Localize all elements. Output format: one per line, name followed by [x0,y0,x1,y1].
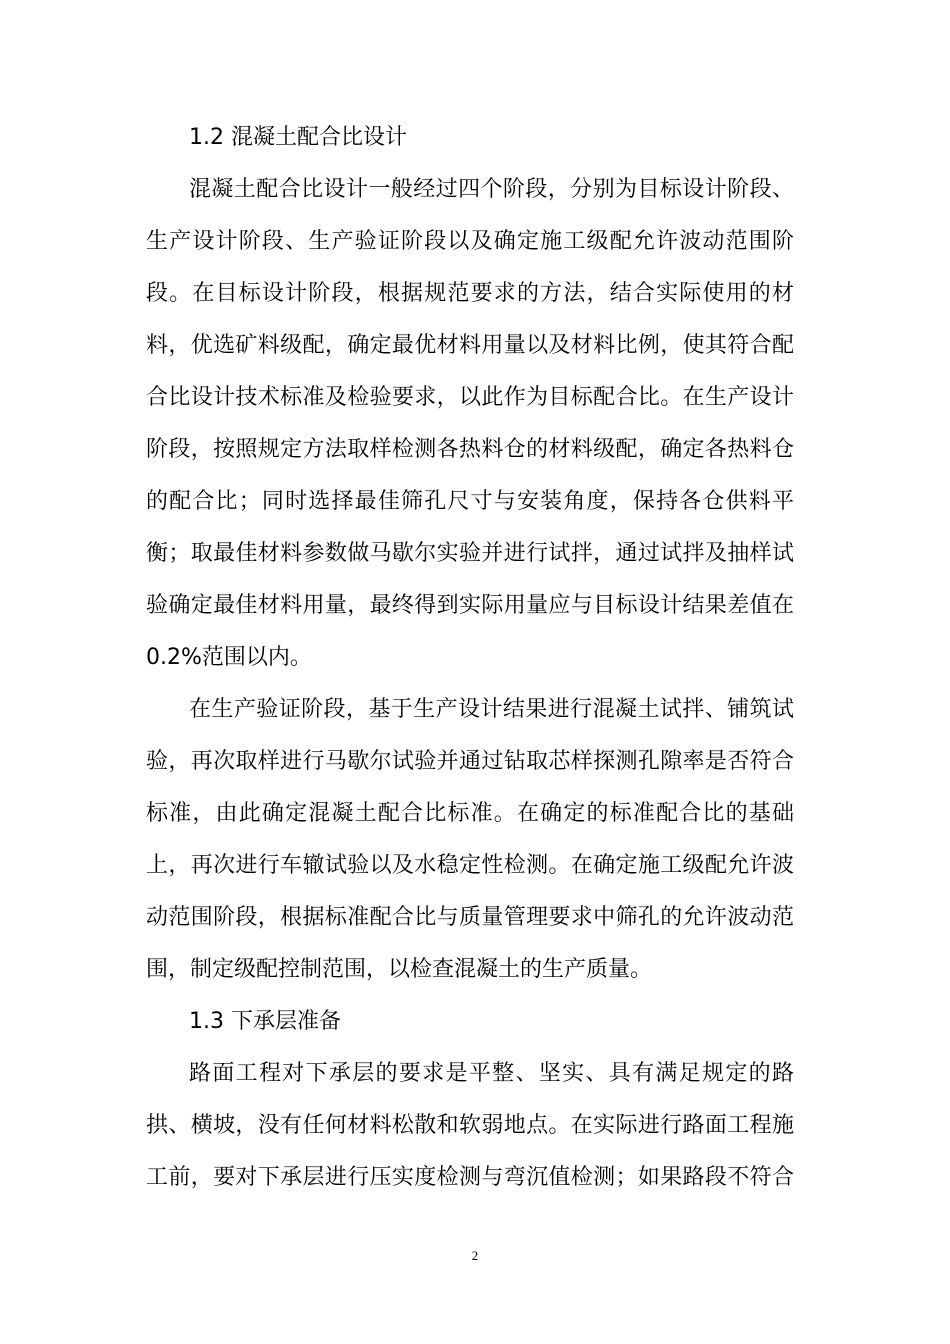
paragraph-line: 拱、横坡，没有任何材料松散和软弱地点。在实际进行路面工程施 [146,1113,794,1138]
paragraph-line: 混凝土配合比设计一般经过四个阶段，分别为目标设计阶段、 [189,177,794,202]
paragraph-line: 验确定最佳材料用量，最终得到实际用量应与目标设计结果差值在 [146,593,794,618]
section-heading-1-3: 1.3 下承层准备 [189,1009,341,1034]
paragraph-line: 合比设计技术标准及检验要求，以此作为目标配合比。在生产设计 [146,385,794,410]
paragraph-line: 衡；取最佳材料参数做马歇尔实验并进行试拌，通过试拌及抽样试 [146,541,794,566]
paragraph-line: 0.2%范围以内。 [146,645,312,670]
paragraph-line: 工前，要对下承层进行压实度检测与弯沉值检测；如果路段不符合 [146,1165,794,1190]
section-heading-1-2: 1.2 混凝土配合比设计 [189,125,407,150]
paragraph-line: 围，制定级配控制范围，以检查混凝土的生产质量。 [146,957,653,982]
paragraph-line: 标准，由此确定混凝土配合比标准。在确定的标准配合比的基础 [146,801,794,826]
paragraph-line: 的配合比；同时选择最佳筛孔尺寸与安装角度，保持各仓供料平 [146,489,794,514]
paragraph-line: 料，优选矿料级配，确定最优材料用量以及材料比例，使其符合配 [146,333,794,358]
paragraph-line: 阶段，按照规定方法取样检测各热料仓的材料级配，确定各热料仓 [146,437,794,462]
paragraph-line: 路面工程对下承层的要求是平整、坚实、具有满足规定的路 [189,1061,794,1086]
page-number: 2 [471,1248,479,1263]
paragraph-line: 验，再次取样进行马歇尔试验并通过钻取芯样探测孔隙率是否符合 [146,749,794,774]
paragraph-line: 动范围阶段，根据标准配合比与质量管理要求中筛孔的允许波动范 [146,905,794,930]
paragraph-line: 在生产验证阶段，基于生产设计结果进行混凝土试拌、铺筑试 [189,697,794,722]
paragraph-line: 段。在目标设计阶段，根据规范要求的方法，结合实际使用的材 [146,281,794,306]
paragraph-line: 上，再次进行车辙试验以及水稳定性检测。在确定施工级配允许波 [146,853,794,878]
paragraph-line: 生产设计阶段、生产验证阶段以及确定施工级配允许波动范围阶 [146,229,794,254]
